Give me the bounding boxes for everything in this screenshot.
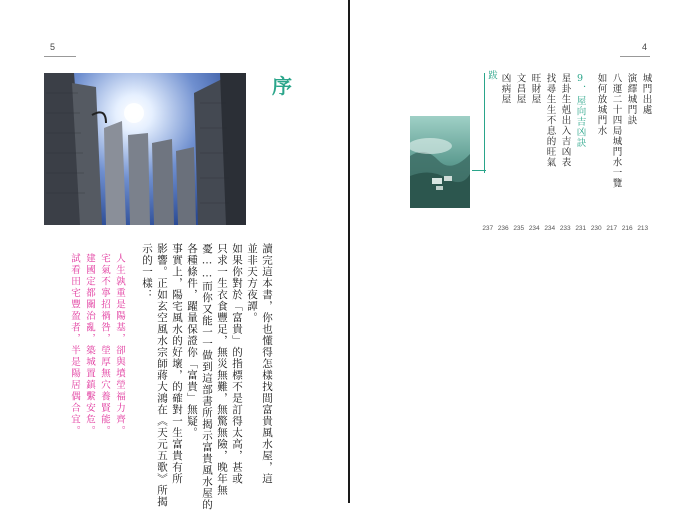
accent-tick <box>472 170 486 171</box>
body-column: 讀完這本書，你也懂得怎樣找間富貴風水屋，這 <box>261 243 273 485</box>
body-column: 憂……而你又能一一做到這部書所揭示富貴風水屋的 <box>201 243 213 511</box>
header-rule-right <box>620 56 650 57</box>
poem-column: 人生孰重是陽基，卻與墳塋福力齊。 <box>114 253 125 437</box>
toc-page-number: 236 <box>497 225 509 232</box>
body-column: 如果你對於「富貴」的指標不是訂得太高，甚或 <box>231 243 243 485</box>
toc-page-number: 237 <box>482 225 494 232</box>
toc-chapter-heading[interactable]: 9．屋向吉凶訣 <box>574 73 586 148</box>
body-column: 事實上，陽宅風水的好壞，的確對一生富貴有所 <box>171 243 183 485</box>
page-number-left: 5 <box>50 42 56 52</box>
toc-item[interactable]: 城門出處 <box>640 73 652 115</box>
preface-title: 序 <box>272 74 292 98</box>
toc-item[interactable]: 如何放城門水 <box>595 73 607 136</box>
accent-line <box>484 73 485 173</box>
header-rule-left <box>44 56 76 57</box>
toc-item[interactable]: 演繹城門訣 <box>625 73 637 126</box>
toc-page-number: 217 <box>606 225 618 232</box>
poem-column: 試看田宅豐盈者，半是陽居偶合宜。 <box>69 253 80 437</box>
misty-hillside-photo <box>410 116 470 208</box>
toc-page-number: 234 <box>528 225 540 232</box>
toc-item[interactable]: 凶病屋 <box>499 73 511 105</box>
toc-page-numbers <box>480 225 651 232</box>
poem-column: 宅氣不寧招禍咎，塋厚無穴養賢能。 <box>99 253 110 437</box>
toc-item[interactable]: 八運二十四局城門水一覽 <box>610 73 622 189</box>
book-gutter <box>348 0 350 503</box>
toc-page-number: 233 <box>559 225 571 232</box>
toc-page-number: 234 <box>544 225 556 232</box>
body-column: 並非天方夜譚。 <box>246 243 258 324</box>
toc-item[interactable]: 旺財屋 <box>529 73 541 105</box>
body-column: 示的一樣： <box>141 243 153 301</box>
toc-page-number: 216 <box>621 225 633 232</box>
toc-page-number: 231 <box>575 225 587 232</box>
poem-column: 建國定都關治亂，築城置鎮繫安危。 <box>84 253 95 437</box>
toc-item[interactable]: 找尋生生不息的旺氣 <box>544 73 556 168</box>
toc-page-number: 235 <box>513 225 525 232</box>
body-column: 只求一生衣食豐足，無災無難，無驚無險，晚年無 <box>216 243 228 496</box>
toc-afterword-label[interactable]: 跋 <box>486 70 497 81</box>
page-number-right: 4 <box>642 42 648 52</box>
body-column: 各種條件，躍量保證你「富貴」無疑。 <box>186 243 198 439</box>
toc-page-number: 213 <box>637 225 649 232</box>
body-column: 影響。正如玄空風水宗師蔣大鴻在《天元五歌》所揭 <box>156 243 168 508</box>
city-towers-photo <box>44 73 246 225</box>
toc-page-number: 230 <box>590 225 602 232</box>
toc-item[interactable]: 文昌屋 <box>514 73 526 105</box>
toc-item[interactable]: 星卦生剋出入吉凶表 <box>559 73 571 168</box>
